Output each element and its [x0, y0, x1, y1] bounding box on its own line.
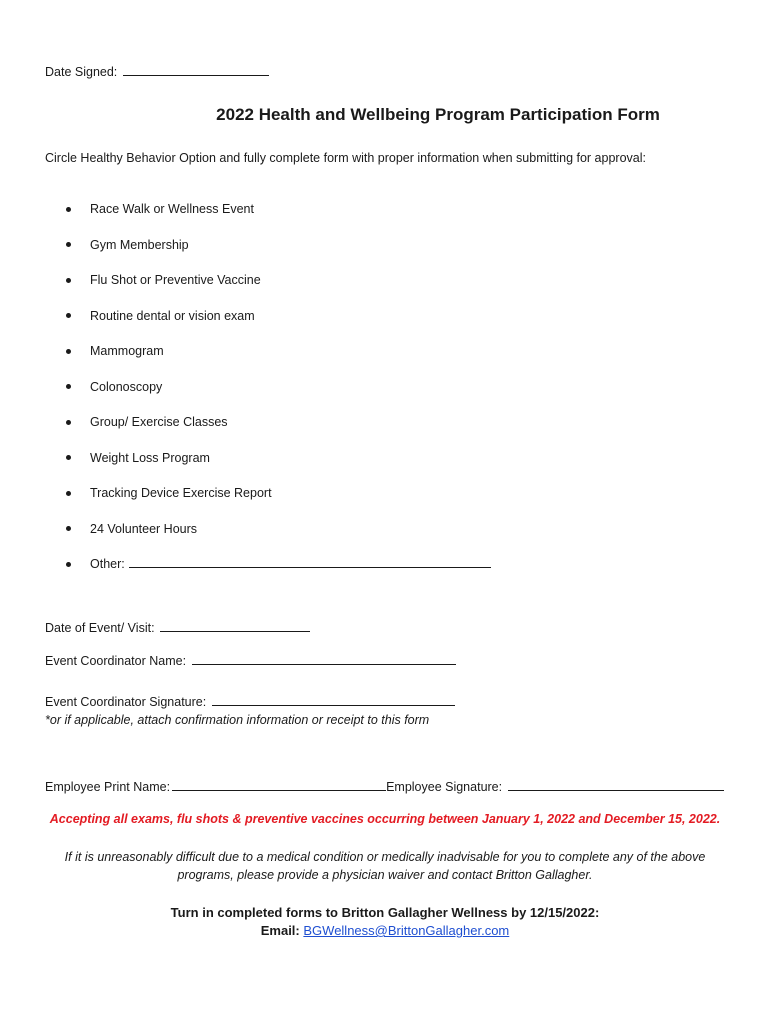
coordinator-name-line[interactable]	[192, 652, 456, 665]
employee-print-name-label: Employee Print Name:	[45, 780, 171, 794]
coordinator-name-field	[45, 652, 456, 669]
option-item[interactable]	[66, 307, 491, 343]
bullet-icon	[66, 278, 71, 283]
option-item[interactable]	[66, 520, 491, 556]
email-link[interactable]: BGWellness@BrittonGallagher.com	[303, 923, 510, 938]
bullet-icon	[66, 242, 71, 247]
employee-signature-label: Employee Signature:	[386, 780, 503, 794]
submit-instruction: Turn in completed forms to Britton Gallagher Wellness by 12/15/2022:	[170, 905, 600, 920]
option-item[interactable]	[66, 200, 491, 236]
bullet-icon	[66, 349, 71, 354]
form-instructions: Circle Healthy Behavior Option and fully complete form with proper information when submitting for approval:	[45, 151, 646, 165]
option-item[interactable]	[66, 413, 491, 449]
option-label: Routine dental or vision exam	[90, 308, 255, 323]
option-label: 24 Volunteer Hours	[90, 521, 198, 536]
date-signed-line[interactable]	[123, 63, 269, 76]
employee-signature-line[interactable]	[508, 778, 724, 791]
option-label: Colonoscopy	[90, 379, 163, 394]
coordinator-signature-field	[45, 693, 455, 710]
bullet-icon	[66, 526, 71, 531]
option-label: Other:	[90, 557, 125, 571]
option-item[interactable]	[66, 484, 491, 520]
bullet-icon	[66, 491, 71, 496]
other-line[interactable]	[129, 555, 491, 568]
option-label: Flu Shot or Preventive Vaccine	[90, 273, 261, 287]
date-of-event-label: Date of Event/ Visit:	[45, 621, 155, 635]
bullet-icon	[66, 562, 71, 567]
bullet-icon	[66, 455, 71, 460]
option-label: Group/ Exercise Classes	[90, 415, 228, 429]
option-item[interactable]	[66, 271, 491, 307]
option-item[interactable]	[66, 449, 491, 485]
employee-print-name-line[interactable]	[172, 778, 386, 791]
option-label: Mammogram	[90, 344, 164, 358]
employee-fields	[45, 778, 724, 795]
option-item[interactable]	[66, 378, 491, 414]
date-of-event-line[interactable]	[160, 619, 310, 632]
coordinator-signature-line[interactable]	[212, 693, 455, 706]
option-item-other[interactable]	[66, 555, 491, 591]
bullet-icon	[66, 313, 71, 318]
waiver-note: If it is unreasonably difficult due to a medical condition or medically inadvisable for you to complete any of the above programs, please provide a physician waiver and contact Britton Gallagher.	[64, 850, 706, 882]
coordinator-name-label: Event Coordinator Name:	[45, 654, 187, 668]
option-label: Tracking Device Exercise Report	[90, 486, 272, 500]
bullet-icon	[66, 420, 71, 425]
date-signed-field	[45, 63, 269, 80]
option-label: Weight Loss Program	[90, 450, 210, 465]
attach-note: *or if applicable, attach confirmation information or receipt to this form	[45, 713, 430, 727]
option-label: Gym Membership	[90, 237, 189, 252]
option-label: Race Walk or Wellness Event	[90, 202, 254, 216]
bullet-icon	[66, 207, 71, 212]
submit-email-line	[0, 922, 770, 940]
option-item[interactable]	[66, 342, 491, 378]
coordinator-signature-label: Event Coordinator Signature:	[45, 695, 207, 709]
bullet-icon	[66, 384, 71, 389]
healthy-behavior-options	[66, 200, 491, 591]
form-title: 2022 Health and Wellbeing Program Participation Form	[216, 105, 660, 124]
acceptance-notice: Accepting all exams, flu shots & preventive vaccines occurring between January 1, 2022 and December 15, 2022.	[49, 812, 721, 826]
option-item[interactable]	[66, 236, 491, 272]
date-of-event-field	[45, 619, 310, 636]
email-label: Email:	[260, 923, 300, 938]
date-signed-label: Date Signed:	[45, 65, 118, 79]
